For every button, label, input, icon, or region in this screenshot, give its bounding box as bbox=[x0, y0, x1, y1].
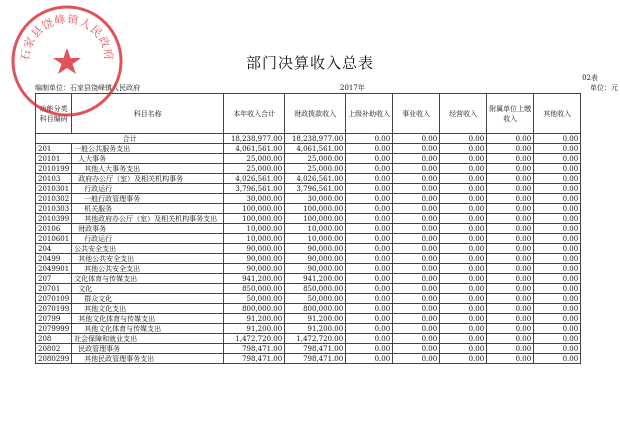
row-affiliate: 0.00 bbox=[487, 254, 534, 264]
row-operating: 0.00 bbox=[440, 214, 487, 224]
row-business: 0.00 bbox=[393, 174, 440, 184]
row-other: 0.00 bbox=[534, 284, 581, 294]
row-upper: 0.00 bbox=[346, 344, 393, 354]
table-row bbox=[36, 294, 581, 304]
row-business: 0.00 bbox=[393, 264, 440, 274]
row-affiliate: 0.00 bbox=[487, 194, 534, 204]
row-affiliate: 0.00 bbox=[487, 214, 534, 224]
table-row bbox=[36, 304, 581, 314]
row-fiscal: 90,000.00 bbox=[285, 244, 346, 254]
row-affiliate: 0.00 bbox=[487, 144, 534, 154]
row-business: 0.00 bbox=[393, 154, 440, 164]
row-name: 其他文化体育与传媒支出 bbox=[72, 324, 224, 334]
row-total: 30,000.00 bbox=[224, 194, 285, 204]
row-other: 0.00 bbox=[534, 274, 581, 284]
row-other: 0.00 bbox=[534, 314, 581, 324]
row-name: 人大事务 bbox=[72, 154, 224, 164]
row-code: 20701 bbox=[36, 284, 72, 294]
row-code: 2010601 bbox=[36, 234, 72, 244]
summary-fiscal: 18,238,977.00 bbox=[285, 134, 346, 144]
row-affiliate: 0.00 bbox=[487, 204, 534, 214]
row-name: 其他公共安全支出 bbox=[72, 254, 224, 264]
row-name: 其他公共安全支出 bbox=[72, 264, 224, 274]
row-total: 90,000.00 bbox=[224, 264, 285, 274]
row-affiliate: 0.00 bbox=[487, 184, 534, 194]
row-business: 0.00 bbox=[393, 284, 440, 294]
table-row bbox=[36, 244, 581, 254]
row-upper: 0.00 bbox=[346, 294, 393, 304]
row-business: 0.00 bbox=[393, 184, 440, 194]
row-business: 0.00 bbox=[393, 334, 440, 344]
row-upper: 0.00 bbox=[346, 204, 393, 214]
row-code: 20103 bbox=[36, 174, 72, 184]
row-total: 850,000.00 bbox=[224, 284, 285, 294]
summary-operating: 0.00 bbox=[440, 134, 487, 144]
row-other: 0.00 bbox=[534, 234, 581, 244]
row-fiscal: 10,000.00 bbox=[285, 234, 346, 244]
row-operating: 0.00 bbox=[440, 184, 487, 194]
row-upper: 0.00 bbox=[346, 224, 393, 234]
row-other: 0.00 bbox=[534, 214, 581, 224]
table-row bbox=[36, 144, 581, 154]
row-fiscal: 100,000.00 bbox=[285, 214, 346, 224]
row-fiscal: 1,472,720.00 bbox=[285, 334, 346, 344]
row-upper: 0.00 bbox=[346, 144, 393, 154]
row-fiscal: 798,471.00 bbox=[285, 344, 346, 354]
row-total: 90,000.00 bbox=[224, 254, 285, 264]
row-fiscal: 798,471.00 bbox=[285, 354, 346, 364]
row-name: 文化体育与传媒支出 bbox=[72, 274, 224, 284]
row-fiscal: 941,200.00 bbox=[285, 274, 346, 284]
row-code: 20802 bbox=[36, 344, 72, 354]
row-other: 0.00 bbox=[534, 254, 581, 264]
row-code: 20499 bbox=[36, 254, 72, 264]
row-other: 0.00 bbox=[534, 164, 581, 174]
row-total: 100,000.00 bbox=[224, 204, 285, 214]
row-name: 其他人大事务支出 bbox=[72, 164, 224, 174]
revenue-table bbox=[35, 93, 581, 364]
row-code: 204 bbox=[36, 244, 72, 254]
col-other-header: 其他收入 bbox=[534, 94, 581, 134]
table-row bbox=[36, 174, 581, 184]
row-total: 941,200.00 bbox=[224, 274, 285, 284]
row-operating: 0.00 bbox=[440, 274, 487, 284]
row-other: 0.00 bbox=[534, 144, 581, 154]
row-fiscal: 3,796,561.00 bbox=[285, 184, 346, 194]
row-operating: 0.00 bbox=[440, 304, 487, 314]
row-affiliate: 0.00 bbox=[487, 174, 534, 184]
row-name: 其他政府办公厅（室）及相关机构事务支出 bbox=[72, 214, 224, 224]
row-fiscal: 50,000.00 bbox=[285, 294, 346, 304]
row-code: 2010303 bbox=[36, 204, 72, 214]
row-affiliate: 0.00 bbox=[487, 284, 534, 294]
row-fiscal: 91,200.00 bbox=[285, 324, 346, 334]
table-row bbox=[36, 224, 581, 234]
col-business-header: 事业收入 bbox=[393, 94, 440, 134]
table-row bbox=[36, 354, 581, 364]
row-code: 20799 bbox=[36, 314, 72, 324]
row-operating: 0.00 bbox=[440, 264, 487, 274]
row-total: 798,471.00 bbox=[224, 354, 285, 364]
row-business: 0.00 bbox=[393, 344, 440, 354]
row-operating: 0.00 bbox=[440, 194, 487, 204]
row-other: 0.00 bbox=[534, 344, 581, 354]
currency-unit: 单位：元 bbox=[590, 84, 618, 92]
row-name: 其他民政管理事务支出 bbox=[72, 354, 224, 364]
row-affiliate: 0.00 bbox=[487, 324, 534, 334]
row-affiliate: 0.00 bbox=[487, 224, 534, 234]
row-operating: 0.00 bbox=[440, 204, 487, 214]
row-business: 0.00 bbox=[393, 144, 440, 154]
table-row bbox=[36, 214, 581, 224]
row-upper: 0.00 bbox=[346, 334, 393, 344]
row-business: 0.00 bbox=[393, 294, 440, 304]
col-total-header: 本年收入合计 bbox=[224, 94, 285, 134]
row-name: 一般公共服务支出 bbox=[72, 144, 224, 154]
table-row bbox=[36, 184, 581, 194]
row-code: 207 bbox=[36, 274, 72, 284]
row-fiscal: 91,200.00 bbox=[285, 314, 346, 324]
row-affiliate: 0.00 bbox=[487, 314, 534, 324]
row-code: 201 bbox=[36, 144, 72, 154]
row-total: 25,000.00 bbox=[224, 154, 285, 164]
row-name: 财政事务 bbox=[72, 224, 224, 234]
row-operating: 0.00 bbox=[440, 344, 487, 354]
row-name: 机关服务 bbox=[72, 204, 224, 214]
table-row bbox=[36, 284, 581, 294]
row-name: 群众文化 bbox=[72, 294, 224, 304]
row-operating: 0.00 bbox=[440, 174, 487, 184]
row-total: 4,061,561.00 bbox=[224, 144, 285, 154]
row-business: 0.00 bbox=[393, 164, 440, 174]
row-affiliate: 0.00 bbox=[487, 164, 534, 174]
row-total: 3,796,561.00 bbox=[224, 184, 285, 194]
row-fiscal: 4,061,561.00 bbox=[285, 144, 346, 154]
row-total: 91,200.00 bbox=[224, 314, 285, 324]
row-total: 1,472,720.00 bbox=[224, 334, 285, 344]
row-operating: 0.00 bbox=[440, 314, 487, 324]
row-operating: 0.00 bbox=[440, 154, 487, 164]
row-upper: 0.00 bbox=[346, 154, 393, 164]
row-name: 行政运行 bbox=[72, 184, 224, 194]
row-other: 0.00 bbox=[534, 294, 581, 304]
table-row bbox=[36, 264, 581, 274]
row-fiscal: 800,000.00 bbox=[285, 304, 346, 314]
row-affiliate: 0.00 bbox=[487, 154, 534, 164]
row-code: 20101 bbox=[36, 154, 72, 164]
row-operating: 0.00 bbox=[440, 224, 487, 234]
table-row bbox=[36, 334, 581, 344]
row-code: 2049901 bbox=[36, 264, 72, 274]
report-year: 2017年 bbox=[340, 84, 365, 92]
row-total: 91,200.00 bbox=[224, 324, 285, 334]
row-name: 政府办公厅（室）及相关机构事务 bbox=[72, 174, 224, 184]
row-upper: 0.00 bbox=[346, 314, 393, 324]
row-affiliate: 0.00 bbox=[487, 244, 534, 254]
header-row bbox=[36, 94, 581, 134]
row-other: 0.00 bbox=[534, 304, 581, 314]
row-business: 0.00 bbox=[393, 304, 440, 314]
row-business: 0.00 bbox=[393, 214, 440, 224]
row-affiliate: 0.00 bbox=[487, 304, 534, 314]
table-row bbox=[36, 194, 581, 204]
row-code: 2070199 bbox=[36, 304, 72, 314]
row-upper: 0.00 bbox=[346, 274, 393, 284]
row-name: 其他文化支出 bbox=[72, 304, 224, 314]
row-other: 0.00 bbox=[534, 324, 581, 334]
row-affiliate: 0.00 bbox=[487, 264, 534, 274]
row-total: 10,000.00 bbox=[224, 234, 285, 244]
row-upper: 0.00 bbox=[346, 324, 393, 334]
row-affiliate: 0.00 bbox=[487, 294, 534, 304]
col-code-header: 功能分类科目编码 bbox=[36, 94, 72, 134]
seal-text: 石家县饶峰镇人民政府 bbox=[18, 12, 116, 62]
row-total: 100,000.00 bbox=[224, 214, 285, 224]
row-code: 2079999 bbox=[36, 324, 72, 334]
row-operating: 0.00 bbox=[440, 144, 487, 154]
row-code: 2010399 bbox=[36, 214, 72, 224]
col-name-header: 科目名称 bbox=[72, 94, 224, 134]
row-other: 0.00 bbox=[534, 174, 581, 184]
table-row bbox=[36, 154, 581, 164]
row-upper: 0.00 bbox=[346, 214, 393, 224]
row-operating: 0.00 bbox=[440, 324, 487, 334]
table-row bbox=[36, 204, 581, 214]
row-fiscal: 850,000.00 bbox=[285, 284, 346, 294]
row-other: 0.00 bbox=[534, 264, 581, 274]
summary-business: 0.00 bbox=[393, 134, 440, 144]
row-upper: 0.00 bbox=[346, 284, 393, 294]
row-total: 800,000.00 bbox=[224, 304, 285, 314]
row-total: 25,000.00 bbox=[224, 164, 285, 174]
row-affiliate: 0.00 bbox=[487, 344, 534, 354]
row-other: 0.00 bbox=[534, 244, 581, 254]
form-code: 02表 bbox=[582, 74, 598, 82]
row-affiliate: 0.00 bbox=[487, 274, 534, 284]
row-code: 208 bbox=[36, 334, 72, 344]
row-operating: 0.00 bbox=[440, 284, 487, 294]
row-business: 0.00 bbox=[393, 324, 440, 334]
row-code: 2080299 bbox=[36, 354, 72, 364]
row-business: 0.00 bbox=[393, 194, 440, 204]
row-affiliate: 0.00 bbox=[487, 354, 534, 364]
row-upper: 0.00 bbox=[346, 304, 393, 314]
row-total: 10,000.00 bbox=[224, 224, 285, 234]
row-fiscal: 100,000.00 bbox=[285, 204, 346, 214]
col-upper-header: 上级补助收入 bbox=[346, 94, 393, 134]
row-operating: 0.00 bbox=[440, 354, 487, 364]
row-operating: 0.00 bbox=[440, 254, 487, 264]
row-name: 其他文化体育与传媒支出 bbox=[72, 314, 224, 324]
row-upper: 0.00 bbox=[346, 184, 393, 194]
row-code: 2010199 bbox=[36, 164, 72, 174]
row-upper: 0.00 bbox=[346, 164, 393, 174]
row-upper: 0.00 bbox=[346, 194, 393, 204]
row-name: 公共安全支出 bbox=[72, 244, 224, 254]
row-other: 0.00 bbox=[534, 334, 581, 344]
row-name: 文化 bbox=[72, 284, 224, 294]
table-row bbox=[36, 234, 581, 244]
row-business: 0.00 bbox=[393, 274, 440, 284]
row-fiscal: 30,000.00 bbox=[285, 194, 346, 204]
row-fiscal: 4,026,561.00 bbox=[285, 174, 346, 184]
row-fiscal: 90,000.00 bbox=[285, 254, 346, 264]
row-other: 0.00 bbox=[534, 184, 581, 194]
row-other: 0.00 bbox=[534, 224, 581, 234]
row-total: 90,000.00 bbox=[224, 244, 285, 254]
row-name: 民政管理事务 bbox=[72, 344, 224, 354]
row-upper: 0.00 bbox=[346, 244, 393, 254]
row-code: 2010301 bbox=[36, 184, 72, 194]
row-other: 0.00 bbox=[534, 204, 581, 214]
row-operating: 0.00 bbox=[440, 234, 487, 244]
row-business: 0.00 bbox=[393, 314, 440, 324]
row-upper: 0.00 bbox=[346, 264, 393, 274]
row-code: 20106 bbox=[36, 224, 72, 234]
row-other: 0.00 bbox=[534, 154, 581, 164]
summary-label: 合计 bbox=[36, 134, 224, 144]
col-affiliate-header: 附属单位上缴收入 bbox=[487, 94, 534, 134]
row-code: 2010302 bbox=[36, 194, 72, 204]
row-total: 798,471.00 bbox=[224, 344, 285, 354]
row-operating: 0.00 bbox=[440, 334, 487, 344]
row-other: 0.00 bbox=[534, 194, 581, 204]
row-affiliate: 0.00 bbox=[487, 334, 534, 344]
row-total: 4,026,561.00 bbox=[224, 174, 285, 184]
row-upper: 0.00 bbox=[346, 234, 393, 244]
row-business: 0.00 bbox=[393, 204, 440, 214]
row-operating: 0.00 bbox=[440, 164, 487, 174]
row-code: 2070109 bbox=[36, 294, 72, 304]
table-row bbox=[36, 164, 581, 174]
row-other: 0.00 bbox=[534, 354, 581, 364]
col-fiscal-header: 财政拨款收入 bbox=[285, 94, 346, 134]
summary-row bbox=[36, 134, 581, 144]
table-row bbox=[36, 344, 581, 354]
row-upper: 0.00 bbox=[346, 174, 393, 184]
report-title: 部门决算收入总表 bbox=[245, 54, 374, 72]
row-fiscal: 10,000.00 bbox=[285, 224, 346, 234]
row-upper: 0.00 bbox=[346, 254, 393, 264]
row-name: 一般行政管理事务 bbox=[72, 194, 224, 204]
table-row bbox=[36, 274, 581, 284]
row-operating: 0.00 bbox=[440, 244, 487, 254]
table-row bbox=[36, 254, 581, 264]
summary-total: 18,238,977.00 bbox=[224, 134, 285, 144]
row-name: 行政运行 bbox=[72, 234, 224, 244]
org-name: 编制单位：石家县饶峰镇人民政府 bbox=[35, 84, 140, 92]
row-business: 0.00 bbox=[393, 224, 440, 234]
row-name: 社会保障和就业支出 bbox=[72, 334, 224, 344]
col-operating-header: 经营收入 bbox=[440, 94, 487, 134]
row-operating: 0.00 bbox=[440, 294, 487, 304]
row-fiscal: 25,000.00 bbox=[285, 154, 346, 164]
summary-affiliate: 0.00 bbox=[487, 134, 534, 144]
row-upper: 0.00 bbox=[346, 354, 393, 364]
table-row bbox=[36, 324, 581, 334]
row-business: 0.00 bbox=[393, 254, 440, 264]
row-business: 0.00 bbox=[393, 244, 440, 254]
report-meta bbox=[35, 83, 618, 93]
summary-upper: 0.00 bbox=[346, 134, 393, 144]
row-fiscal: 90,000.00 bbox=[285, 264, 346, 274]
row-total: 50,000.00 bbox=[224, 294, 285, 304]
row-business: 0.00 bbox=[393, 354, 440, 364]
row-business: 0.00 bbox=[393, 234, 440, 244]
row-affiliate: 0.00 bbox=[487, 234, 534, 244]
summary-other: 0.00 bbox=[534, 134, 581, 144]
row-fiscal: 25,000.00 bbox=[285, 164, 346, 174]
table-row bbox=[36, 314, 581, 324]
